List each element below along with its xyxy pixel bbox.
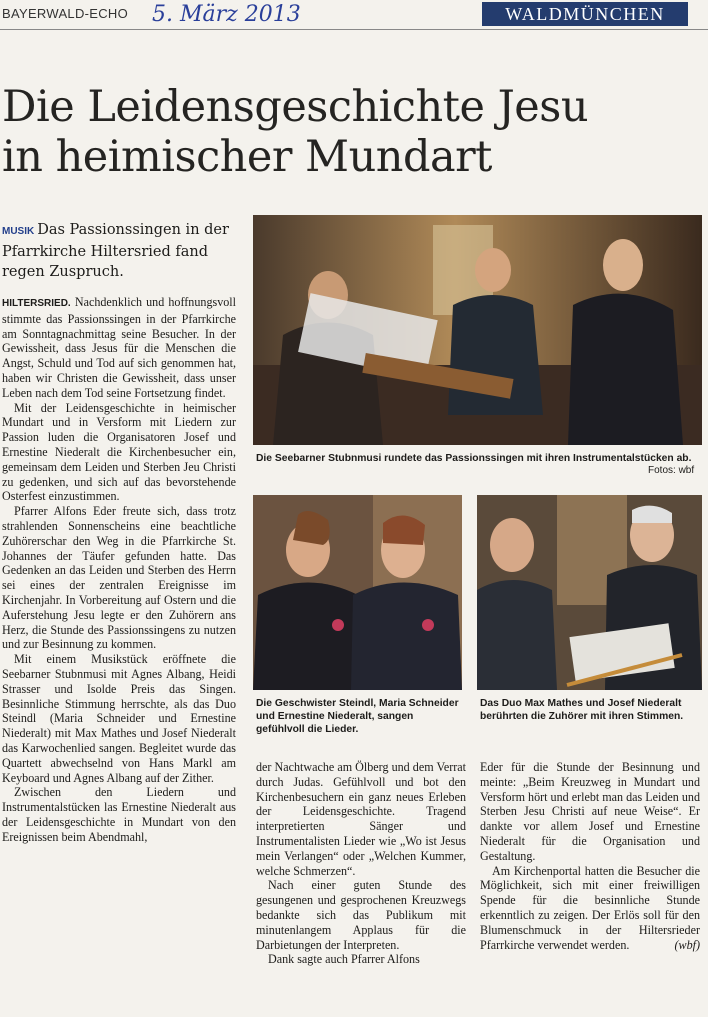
newspaper-name: BAYERWALD-ECHO: [2, 6, 129, 21]
handwritten-date: 5. März 2013: [152, 2, 301, 27]
article-paragraph: der Nachtwache am Ölberg und dem Verrat durch Judas. Gefühlvoll und bot den Kirchenbesuchern ein ganz neues Erleben der Leidensgeschichte. Tragend interpretierten Sänger und Instrumentalisten Lieder wie „Wo ist Jesus mein Verlangen“ oder „Welchen Kummer, welche Schmerzen“.: [256, 760, 466, 878]
article-paragraph: HILTERSRIED. Nachdenklich und hoffnungsvoll stimmte das Passionssingen in der Pfarrkirche am Sonntagnachmittag seine Besucher. In der Gewissheit, dass Jesus für die Menschen die Angst, Schuld und Tod auf sich genommen hat, haben wir Christen die Gewissheit, dass unser Leben nach dem Tod seine Fortsetzung findet.: [2, 295, 237, 400]
photo-credit: Fotos: wbf: [648, 465, 695, 476]
article-subhead: [2, 220, 242, 282]
article-paragraph: Nach einer guten Stunde des gesungenen und gesprochenen Kreuzwegs bedankte sich das Publikum mit minutenlangem Applaus für die Darbietungen der Interpreten.: [256, 878, 466, 952]
author-signature: (wbf): [674, 937, 700, 952]
article-column-3: [480, 760, 700, 952]
masthead-rule: [0, 29, 708, 30]
article-column-1: [2, 295, 236, 844]
section-label: WALDMÜNCHEN: [482, 2, 688, 26]
article-paragraph: Eder für die Stunde der Besinnung und meinte: „Beim Kreuzweg in Mundart und Versform hört und erlebt man das Leiden und Sterben Jesu Christi auf neue Weise“. Er dankte vor allem Josef und Ernestine Niederalt für die Organisation und Gestaltung.: [480, 760, 700, 863]
dateline: HILTERSRIED.: [2, 298, 71, 309]
article-paragraph: Am Kirchenportal hatten die Besucher die Möglichkeit, sich mit einer freiwilligen Spende für die besinnliche Stunde erkenntlich zu zeigen. Der Erlös soll für den Blumenschmuck in der Hiltersrieder Pfarrkirche verwendet werden. (wbf): [480, 863, 700, 952]
headline-line-2: in heimischer Mundart: [2, 132, 492, 182]
article-paragraph: Dank sagte auch Pfarrer Alfons: [268, 952, 420, 967]
main-photo-caption: Die Seebarner Stubnmusi rundete das Passionssingen mit ihren Instrumentalstücken ab.: [256, 453, 692, 464]
article-paragraph: Mit der Leidensgeschichte in heimischer Mundart und in Versform mit Liedern zur Passion luden die Organisatoren Josef und Ernestine Niederalt die Kirchenbesucher ein, gemeinsam dem Leiden und Sterben Jeu Christi zu gedenken, und sich auf das bevorstehende Osterfest einzustimmen.: [2, 400, 236, 504]
article-paragraph: Pfarrer Alfons Eder freute sich, dass trotz strahlenden Sonnenscheins eine beachtliche Zuhörerschar den Weg in die Pfarrkirche St. Johannes der Täufer gefunden hatte. Das Gedenken an das Leiden und Sterben des Herrn sei eines der zentralen Ereignisse im Kirchenjahr. In Vorbereitung auf Ostern und die Auferstehung Jesu legte er den Zuhörern ans Herz, die Stunde des Passionssingens zu nutzen und zur Besinnung zu kommen.: [2, 504, 236, 652]
photo-geschwister-steindl: [253, 495, 462, 690]
article-paragraph: Mit einem Musikstück eröffnete die Seebarner Stubnmusi mit Agnes Albang, Heidi Strasser und Isolde Preis das Singen. Besinnliche Stimmung herrschte, als das Duo Steindl (Maria Schneider und Ernestine Niederalt) mit Max Mathes und Josef Niederalt das Karwochenlied sangen. Begleitet wurde das Quartett abwechselnd von Hans Markl am Keyboard und Agnes Albang auf der Zither.: [2, 652, 236, 785]
photo-stubnmusi: [253, 215, 702, 445]
left-photo-caption: Die Geschwister Steindl, Maria Schneider und Ernestine Niederalt, sangen gefühlvoll die Lieder.: [256, 698, 459, 735]
subhead-text: Das Passionssingen in der Pfarrkirche Hiltersried fand regen Zuspruch.: [2, 222, 229, 280]
article-column-2: [256, 760, 466, 967]
headline-line-1: Die Leidensgeschichte Jesu: [2, 82, 589, 132]
kicker-label: MUSIK: [2, 226, 35, 237]
article-headline: [2, 82, 702, 182]
photo-duo-mathes-niederalt: [477, 495, 702, 690]
article-paragraph: Zwischen den Liedern und Instrumentalstücken las Ernestine Niederalt aus der Leidensgeschichte in Mundart von den Ereignissen beim Abendmahl,: [2, 785, 236, 844]
right-photo-caption: Das Duo Max Mathes und Josef Niederalt berührten die Zuhörer mit ihren Stimmen.: [480, 698, 684, 722]
